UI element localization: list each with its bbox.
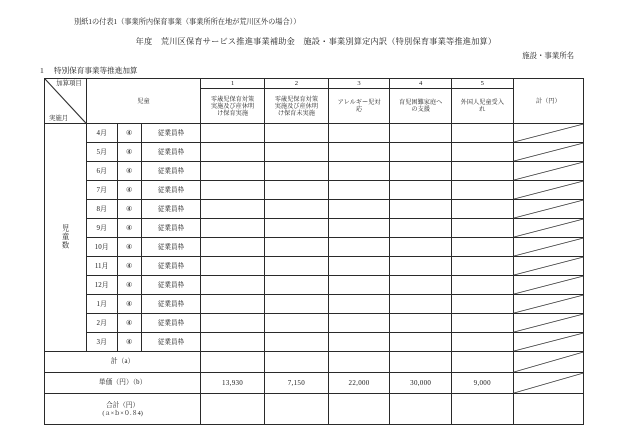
table-row — [45, 333, 584, 352]
month-label: 2月 — [86, 314, 117, 333]
input-cell[interactable] — [264, 314, 328, 333]
circle-mark: ④ — [117, 276, 141, 295]
table-row — [45, 200, 584, 219]
month-label: 4月 — [86, 124, 117, 143]
total-cell-struck — [513, 257, 583, 276]
total-cell-struck — [513, 314, 583, 333]
total-cell-struck — [513, 238, 583, 257]
input-cell[interactable] — [451, 219, 513, 238]
circle-mark: ④ — [117, 238, 141, 257]
input-cell[interactable] — [201, 238, 265, 257]
facility-name-label: 施設・事業所名 — [522, 51, 574, 61]
unit-price-2: 7,150 — [264, 373, 328, 394]
input-cell[interactable] — [390, 219, 452, 238]
column-number-2: 2 — [264, 79, 328, 89]
grand-total-label-line1: 合計（円） — [106, 402, 140, 409]
total-cell-struck — [513, 333, 583, 352]
input-cell[interactable] — [201, 314, 265, 333]
input-cell[interactable] — [201, 181, 265, 200]
month-label: 1月 — [86, 295, 117, 314]
grand-total-label — [45, 394, 201, 425]
input-cell[interactable] — [451, 181, 513, 200]
total-cell-struck — [513, 295, 583, 314]
input-cell[interactable] — [390, 276, 452, 295]
input-cell[interactable] — [264, 200, 328, 219]
input-cell[interactable] — [201, 276, 265, 295]
input-cell[interactable] — [201, 162, 265, 181]
month-label: 3月 — [86, 333, 117, 352]
month-label: 8月 — [86, 200, 117, 219]
total-cell-struck — [513, 219, 583, 238]
input-cell[interactable] — [390, 162, 452, 181]
month-label: 6月 — [86, 162, 117, 181]
category-label: 従業員枠 — [141, 200, 200, 219]
input-cell[interactable] — [451, 314, 513, 333]
section-title: 特別保育事業等推進加算 — [54, 66, 138, 76]
category-label: 従業員枠 — [141, 314, 200, 333]
input-cell[interactable] — [390, 124, 452, 143]
table-corner-cell — [45, 79, 87, 124]
category-label: 従業員枠 — [141, 295, 200, 314]
table-row — [45, 314, 584, 333]
input-cell[interactable] — [390, 333, 452, 352]
category-label: 従業員枠 — [141, 143, 200, 162]
input-cell[interactable] — [328, 238, 390, 257]
month-label: 7月 — [86, 181, 117, 200]
category-label: 従業員枠 — [141, 181, 200, 200]
input-cell[interactable] — [264, 162, 328, 181]
input-cell[interactable] — [328, 295, 390, 314]
input-cell[interactable] — [451, 143, 513, 162]
input-cell[interactable] — [264, 181, 328, 200]
input-cell[interactable] — [451, 333, 513, 352]
circle-mark: ④ — [117, 124, 141, 143]
input-cell[interactable] — [451, 276, 513, 295]
input-cell[interactable] — [390, 181, 452, 200]
input-cell[interactable] — [390, 314, 452, 333]
circle-mark: ④ — [117, 314, 141, 333]
input-cell[interactable] — [328, 276, 390, 295]
total-cell-struck — [513, 200, 583, 219]
category-label: 従業員枠 — [141, 257, 200, 276]
circle-mark: ④ — [117, 143, 141, 162]
category-label: 従業員枠 — [141, 238, 200, 257]
row-group-label — [45, 124, 87, 352]
input-cell[interactable] — [201, 143, 265, 162]
input-cell[interactable] — [264, 295, 328, 314]
total-cell-struck — [513, 373, 583, 394]
header-row-numbers — [45, 79, 584, 89]
circle-mark: ④ — [117, 257, 141, 276]
subtotal-row — [45, 352, 584, 373]
month-label: 10月 — [86, 238, 117, 257]
input-cell[interactable] — [451, 162, 513, 181]
input-cell[interactable] — [451, 295, 513, 314]
total-cell-struck — [513, 143, 583, 162]
unit-price-5: 9,000 — [451, 373, 513, 394]
subtotal-label: 計（a） — [45, 352, 201, 373]
column-label-3: アレルギー児対 応 — [328, 89, 390, 124]
input-cell[interactable] — [264, 124, 328, 143]
input-cell[interactable] — [328, 219, 390, 238]
input-cell[interactable] — [451, 257, 513, 276]
category-label: 従業員枠 — [141, 162, 200, 181]
table-row — [45, 162, 584, 181]
child-header-cell: 児童 — [86, 79, 200, 124]
input-cell[interactable] — [201, 257, 265, 276]
column-number-1: 1 — [201, 79, 265, 89]
input-cell[interactable] — [201, 333, 265, 352]
column-number-5: 5 — [451, 79, 513, 89]
input-cell[interactable] — [390, 295, 452, 314]
month-label: 5月 — [86, 143, 117, 162]
grand-total-row — [45, 394, 584, 425]
input-cell[interactable] — [328, 162, 390, 181]
circle-mark: ④ — [117, 219, 141, 238]
input-cell[interactable] — [451, 124, 513, 143]
circle-mark: ④ — [117, 295, 141, 314]
input-cell[interactable] — [264, 219, 328, 238]
subtotal-cell[interactable] — [328, 352, 390, 373]
column-label-4: 育児困難家庭へ の支援 — [390, 89, 452, 124]
input-cell[interactable] — [390, 200, 452, 219]
input-cell[interactable] — [328, 181, 390, 200]
column-label-5: 外国人児童受入 れ — [451, 89, 513, 124]
input-cell[interactable] — [264, 257, 328, 276]
form-sheet — [40, 18, 592, 422]
total-cell-struck — [513, 276, 583, 295]
input-cell[interactable] — [328, 200, 390, 219]
table-row — [45, 257, 584, 276]
unit-price-label: 単価（円）（b） — [45, 373, 201, 394]
month-label: 12月 — [86, 276, 117, 295]
unit-price-1: 13,930 — [201, 373, 265, 394]
row-group-label-text: 児童数 — [61, 224, 71, 250]
table-row — [45, 219, 584, 238]
input-cell[interactable] — [264, 276, 328, 295]
month-label: 9月 — [86, 219, 117, 238]
circle-mark: ④ — [117, 181, 141, 200]
grand-total-sum-cell[interactable] — [513, 394, 583, 425]
grand-total-formula: (ａ×ｂ×０.８4) — [102, 409, 143, 417]
grand-total-cell[interactable] — [264, 394, 328, 425]
input-cell[interactable] — [390, 143, 452, 162]
section-number: 1 — [40, 66, 44, 76]
section-heading — [40, 65, 592, 76]
calculation-table — [44, 78, 584, 425]
unit-price-3: 22,000 — [328, 373, 390, 394]
input-cell[interactable] — [328, 124, 390, 143]
circle-mark: ④ — [117, 200, 141, 219]
column-number-4: 4 — [390, 79, 452, 89]
total-column-header: 計（円） — [513, 79, 583, 124]
column-number-3: 3 — [328, 79, 390, 89]
table-row — [45, 238, 584, 257]
corner-bottom-label: 実施月 — [49, 115, 69, 122]
form-id-text: 別紙1の付表1（事業所内保育事業（事業所所在地が荒川区外の場合）） — [74, 18, 301, 26]
input-cell[interactable] — [328, 333, 390, 352]
circle-mark: ④ — [117, 333, 141, 352]
input-cell[interactable] — [328, 257, 390, 276]
input-cell[interactable] — [264, 333, 328, 352]
input-cell[interactable] — [264, 143, 328, 162]
subtotal-cell[interactable] — [451, 352, 513, 373]
column-label-2: 零歳児保育対策 実施及び産休明 け保育未実施 — [264, 89, 328, 124]
input-cell[interactable] — [201, 219, 265, 238]
table-row — [45, 124, 584, 143]
input-cell[interactable] — [201, 295, 265, 314]
category-label: 従業員枠 — [141, 124, 200, 143]
unit-price-4: 30,000 — [390, 373, 452, 394]
input-cell[interactable] — [328, 314, 390, 333]
grand-total-cell[interactable] — [328, 394, 390, 425]
table-row — [45, 143, 584, 162]
table-row — [45, 276, 584, 295]
month-label: 11月 — [86, 257, 117, 276]
corner-top-label: 加算項目 — [56, 80, 82, 88]
input-cell[interactable] — [390, 238, 452, 257]
total-cell-struck — [513, 352, 583, 373]
input-cell[interactable] — [390, 257, 452, 276]
input-cell[interactable] — [451, 238, 513, 257]
document-title: 年度 荒川区保育サービス推進事業補助金 施設・事業別算定内訳（特別保育事業等推進加算） — [135, 37, 497, 47]
input-cell[interactable] — [264, 238, 328, 257]
total-cell-struck — [513, 181, 583, 200]
input-cell[interactable] — [451, 200, 513, 219]
total-cell-struck — [513, 124, 583, 143]
grand-total-cell[interactable] — [201, 394, 265, 425]
category-label: 従業員枠 — [141, 276, 200, 295]
input-cell[interactable] — [328, 143, 390, 162]
unit-price-row — [45, 373, 584, 394]
category-label: 従業員枠 — [141, 333, 200, 352]
subtotal-cell[interactable] — [201, 352, 265, 373]
subtotal-cell[interactable] — [390, 352, 452, 373]
input-cell[interactable] — [201, 124, 265, 143]
category-label: 従業員枠 — [141, 219, 200, 238]
table-row — [45, 295, 584, 314]
input-cell[interactable] — [201, 200, 265, 219]
circle-mark: ④ — [117, 162, 141, 181]
grand-total-cell[interactable] — [390, 394, 452, 425]
table-row — [45, 181, 584, 200]
subtotal-cell[interactable] — [264, 352, 328, 373]
total-cell-struck — [513, 162, 583, 181]
column-label-1: 零歳児保育対策 実施及び産休明 け保育実施 — [201, 89, 265, 124]
grand-total-cell[interactable] — [451, 394, 513, 425]
